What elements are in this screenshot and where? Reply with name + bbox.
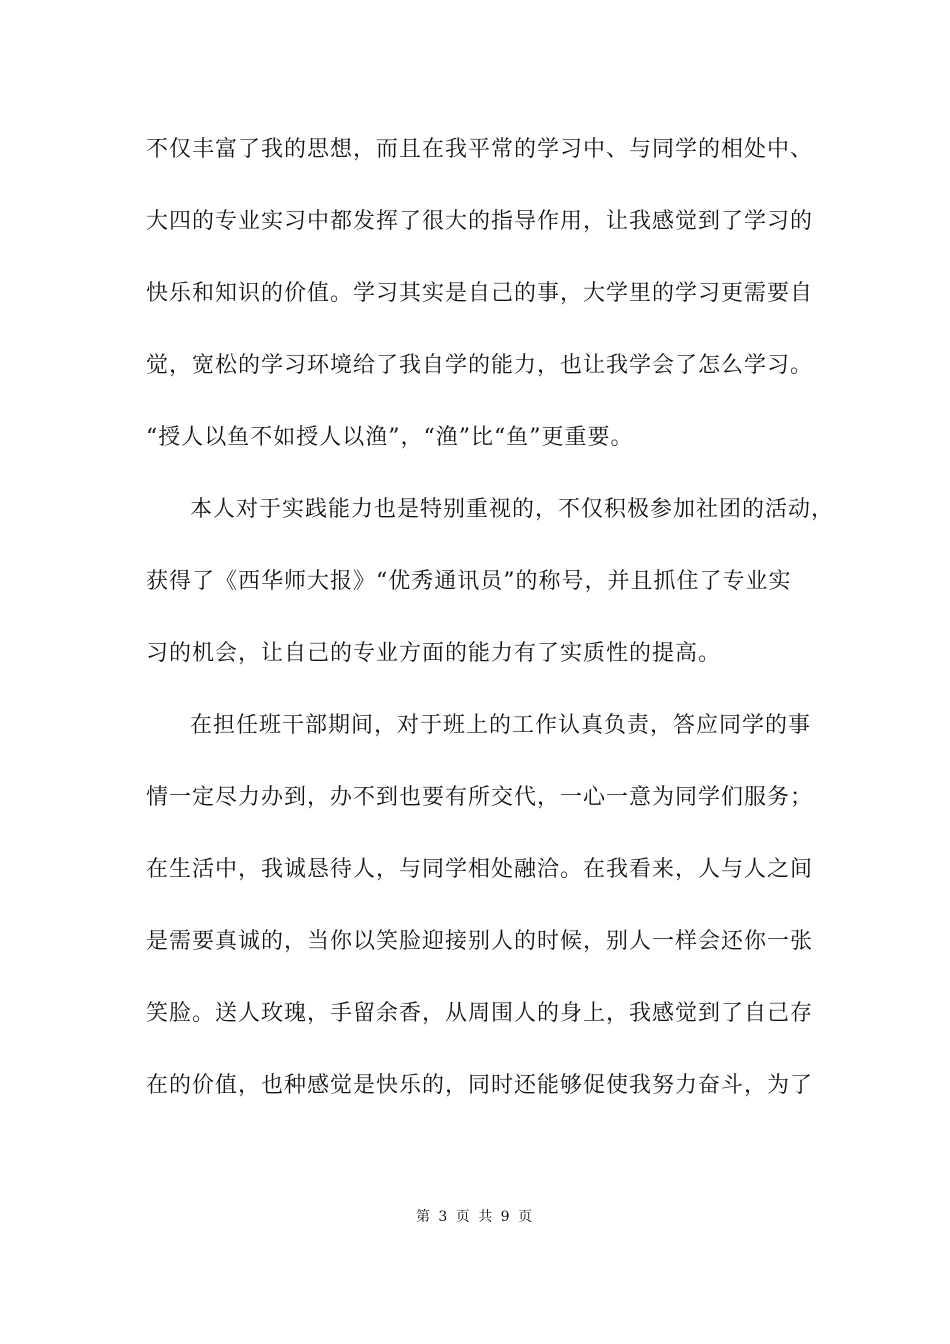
text-line: 快乐和知识的价值。学习其实是自己的事，大学里的学习更需要自 bbox=[146, 281, 814, 306]
text-line: “授人以鱼不如授人以渔”，“渔”比“鱼”更重要。 bbox=[146, 425, 634, 450]
text-line: 笑脸。送人玫瑰，手留余香，从周围人的身上，我感觉到了自己存 bbox=[146, 1001, 814, 1026]
text-line: 大四的专业实习中都发挥了很大的指导作用，让我感觉到了学习的 bbox=[146, 209, 814, 234]
text-line: 习的机会，让自己的专业方面的能力有了实质性的提高。 bbox=[146, 641, 722, 666]
text-line: 在担任班干部期间，对于班上的工作认真负责，答应同学的事 bbox=[190, 713, 812, 738]
page-number-footer: 第 3 页 共 9 页 bbox=[415, 1209, 535, 1225]
text-line: 情一定尽力办到，办不到也要有所交代，一心一意为同学们服务； bbox=[146, 785, 814, 810]
body-text bbox=[146, 126, 835, 1134]
text-line: 获得了《西华师大报》“优秀通讯员”的称号，并且抓住了专业实 bbox=[146, 569, 792, 594]
text-line: 不仅丰富了我的思想，而且在我平常的学习中、与同学的相处中、 bbox=[146, 137, 814, 162]
text-line: 在的价值，也种感觉是快乐的，同时还能够促使我努力奋斗，为了 bbox=[146, 1073, 814, 1098]
text-line: 本人对于实践能力也是特别重视的，不仅积极参加社团的活动， bbox=[190, 497, 835, 522]
text-line: 觉，宽松的学习环境给了我自学的能力，也让我学会了怎么学习。 bbox=[146, 353, 814, 378]
text-line: 是需要真诚的，当你以笑脸迎接别人的时候，别人一样会还你一张 bbox=[146, 929, 814, 954]
text-line: 在生活中，我诚恳待人，与同学相处融洽。在我看来，人与人之间 bbox=[146, 857, 814, 882]
